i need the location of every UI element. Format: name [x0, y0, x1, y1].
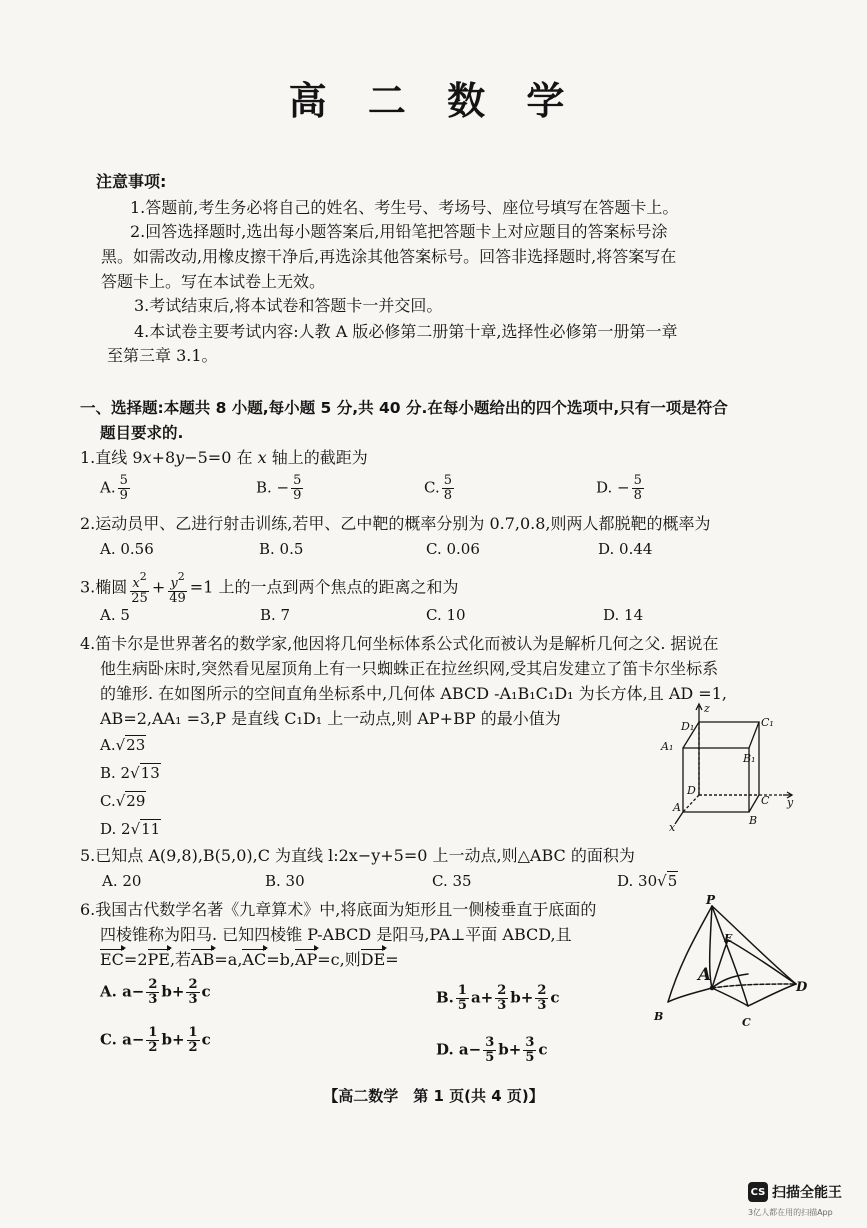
fig-label: B₁: [743, 752, 756, 765]
question-6-line: 四棱锥称为阳马. 已知四棱锥 P-ABCD 是阳马,PA⊥平面 ABCD,且: [100, 925, 572, 944]
q3-option-a: A. 5: [100, 606, 130, 624]
q5-option-d: D. 30√5: [617, 872, 678, 890]
notice-item: 2.回答选择题时,选出每小题答案后,用铅笔把答题卡上对应题目的答案标号涂: [130, 222, 668, 241]
camscanner-logo-icon: CS: [748, 1182, 768, 1202]
fig-label: C₁: [761, 716, 774, 729]
q3-option-b: B. 7: [260, 606, 291, 624]
cuboid-figure: [655, 700, 805, 835]
q5-option-a: A. 20: [102, 872, 142, 890]
fig-label: D: [796, 980, 808, 995]
page-footer: 【高二数学 第 1 页(共 4 页)】: [323, 1087, 544, 1105]
q2-option-c: C. 0.06: [426, 540, 480, 558]
notice-item: 至第三章 3.1。: [107, 346, 218, 365]
question-6-line: 6.我国古代数学名著《九章算术》中,将底面为矩形且一侧棱垂直于底面的: [80, 900, 597, 919]
question-4-line: 他生病卧床时,突然看见屋顶角上有一只蜘蛛正在拉丝织网,受其启发建立了笛卡尔坐标系: [100, 659, 719, 678]
q6-option-a: A. a− $\frac{2}{3}$ b+ $\frac{2}{3}$ c: [100, 977, 211, 1007]
notice-item: 答题卡上。写在本试卷上无效。: [101, 272, 326, 291]
fig-label: A: [673, 801, 681, 814]
question-3-stem: 3.椭圆 $\frac{x^2}{25}$ + $\frac{y^2}{49}$ =1 上的一点到两个焦点的距离之和为: [80, 570, 459, 606]
q4-option-a: A.√23: [100, 736, 146, 754]
q1-option-d: D. − $\frac{5}{8}$: [596, 473, 642, 503]
q4-option-c: C.√29: [100, 792, 146, 810]
q2-option-a: A. 0.56: [100, 540, 154, 558]
q3-option-d: D. 14: [603, 606, 644, 624]
question-2-stem: 2.运动员甲、乙进行射击训练,若甲、乙中靶的概率分别为 0.7,0.8,则两人都脱靶的概率为: [80, 514, 711, 533]
question-4-line: AB=2,AA₁ =3,P 是直线 C₁D₁ 上一动点,则 AP+BP 的最小值为: [100, 709, 561, 728]
fig-label: E: [724, 932, 733, 945]
fig-label: A: [698, 965, 712, 985]
scanner-tagline: 3亿人都在用的扫描App: [748, 1208, 833, 1217]
fig-label: A₁: [661, 740, 674, 753]
notice-item: 3.考试结束后,将本试卷和答题卡一并交回。: [134, 296, 443, 315]
q2-option-d: D. 0.44: [598, 540, 653, 558]
fig-label: B: [654, 1010, 664, 1023]
question-4-line: 4.笛卡尔是世界著名的数学家,他因将几何坐标体系公式化而被认为是解析几何之父. 据说在: [80, 634, 719, 653]
fig-label: C: [742, 1016, 751, 1029]
notice-item: 1.答题前,考生务必将自己的姓名、考生号、考场号、座位号填写在答题卡上。: [130, 198, 679, 217]
question-6-line: EC=2PE,若AB=a,AC=b,AP=c,则DE=: [100, 948, 399, 972]
question-1-stem: 1.直线 9x+8y−5=0 在 x 轴上的截距为: [80, 448, 368, 467]
fig-label: D: [687, 784, 696, 797]
section-heading-cont: 题目要求的.: [100, 424, 184, 442]
q6-option-b: B. $\frac{1}{5}$ a+ $\frac{2}{3}$ b+ $\frac{2}{3}$ c: [436, 983, 560, 1013]
fig-label: y: [787, 796, 794, 809]
page-title: 高 二 数 学: [288, 79, 579, 123]
fig-label: x: [669, 821, 676, 834]
q3-option-c: C. 10: [426, 606, 466, 624]
notice-heading: 注意事项:: [96, 172, 167, 191]
q4-option-b: B. 2√13: [100, 764, 160, 782]
notice-item: 4.本试卷主要考试内容:人教 A 版必修第二册第十章,选择性必修第一册第一章: [134, 322, 678, 341]
q1-option-b: B. − $\frac{5}{9}$: [256, 473, 302, 503]
question-4-line: 的雏形. 在如图所示的空间直角坐标系中,几何体 ABCD -A₁B₁C₁D₁ 为长方体,且 AD =1,: [100, 684, 727, 703]
q5-option-c: C. 35: [432, 872, 472, 890]
fig-label: P: [706, 893, 716, 907]
question-5-stem: 5.已知点 A(9,8),B(5,0),C 为直线 l:2x−y+5=0 上一动点,则△ABC 的面积为: [80, 846, 635, 865]
scanner-watermark: [748, 1182, 842, 1202]
q1-option-c: C. $\frac{5}{8}$: [424, 473, 452, 503]
section-heading: 一、选择题:本题共 8 小题,每小题 5 分,共 40 分.在每小题给出的四个选项中,只有一项是符合: [80, 399, 728, 417]
q1-option-a: A. $\frac{5}{9}$: [100, 473, 128, 503]
q5-option-b: B. 30: [265, 872, 305, 890]
q6-option-c: C. a− $\frac{1}{2}$ b+ $\frac{1}{2}$ c: [100, 1025, 211, 1055]
notice-item: 黑。如需改动,用橡皮擦干净后,再选涂其他答案标号。回答非选择题时,将答案写在: [101, 247, 677, 266]
pyramid-figure: [650, 892, 820, 1032]
fig-label: C: [761, 794, 770, 807]
q6-option-d: D. a− $\frac{3}{5}$ b+ $\frac{3}{5}$ c: [436, 1035, 548, 1065]
fig-label: D₁: [681, 720, 695, 733]
fig-label: z: [704, 702, 710, 715]
scanner-name: 扫描全能王: [772, 1185, 842, 1201]
fig-label: B: [749, 814, 758, 827]
q4-option-d: D. 2√11: [100, 820, 161, 838]
q2-option-b: B. 0.5: [259, 540, 304, 558]
